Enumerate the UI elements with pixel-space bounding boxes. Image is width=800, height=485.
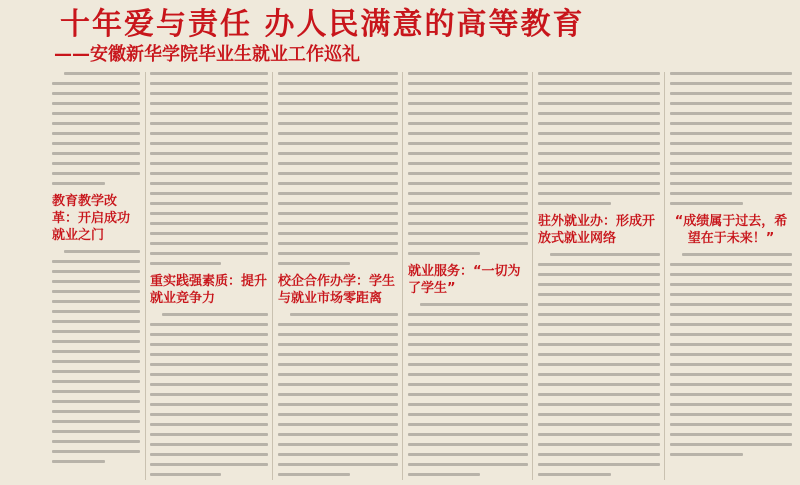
illegible-paragraph [670, 253, 792, 456]
section-heading-education-reform: 教育教学改革：开启成功就业之门 [52, 194, 131, 243]
column-divider [402, 72, 403, 480]
section-heading-school-enterprise: 校企合作办学：学生与就业市场零距离 [278, 274, 396, 306]
section-heading-future: “成绩属于过去，希望在于未来！” [674, 214, 788, 246]
column-divider [272, 72, 273, 480]
section-heading-employment-service: 就业服务：“一切为了学生” [408, 264, 521, 296]
section-heading-practice: 重实践强素质：提升就业竞争力 [150, 274, 268, 306]
illegible-paragraph [150, 313, 268, 476]
column-4 [408, 72, 528, 482]
illegible-paragraph [670, 72, 792, 205]
column-divider [532, 72, 533, 480]
column-divider [664, 72, 665, 480]
illegible-paragraph [52, 72, 140, 185]
column-6 [670, 72, 792, 482]
illegible-paragraph [408, 72, 528, 255]
illegible-paragraph [278, 72, 398, 265]
column-5 [538, 72, 660, 482]
illegible-paragraph [278, 313, 398, 476]
section-heading-outpost-office: 驻外就业办：形成开放式就业网络 [538, 214, 656, 246]
illegible-paragraph [538, 72, 660, 205]
column-1 [52, 72, 140, 482]
article-subtitle: ——安徽新华学院毕业生就业工作巡礼 [54, 44, 360, 65]
column-divider [145, 72, 146, 480]
illegible-paragraph [52, 250, 140, 463]
column-3 [278, 72, 398, 482]
column-2 [150, 72, 268, 482]
illegible-paragraph [538, 253, 660, 476]
illegible-paragraph [150, 72, 268, 265]
article-headline: 十年爱与责任 办人民满意的高等教育 [60, 7, 585, 42]
illegible-paragraph [408, 303, 528, 476]
